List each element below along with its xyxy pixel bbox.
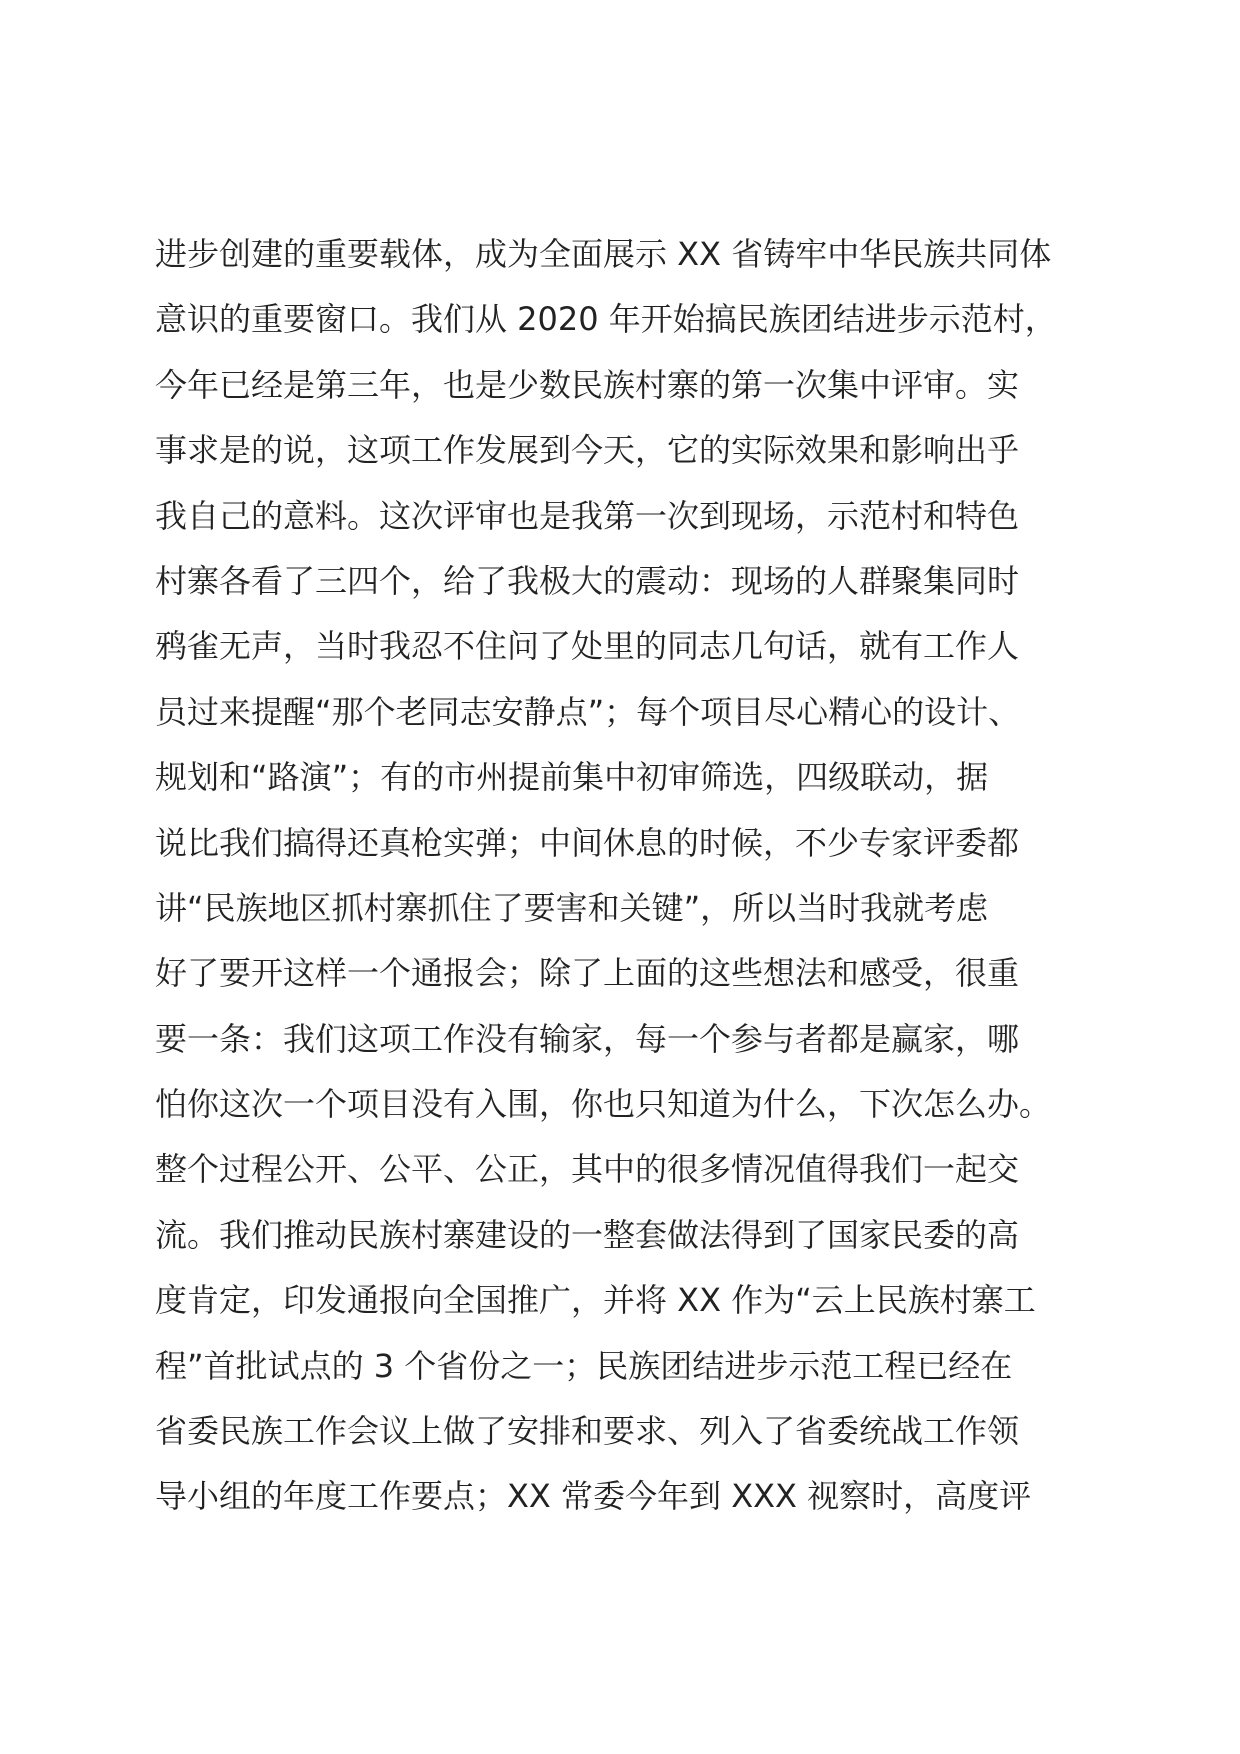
text-line: 规划和“路演”；有的市州提前集中初审筛选，四级联动，据 [155, 758, 989, 797]
text-line: 我自己的意料。这次评审也是我第一次到现场，示范村和特色 [155, 496, 1020, 535]
text-line: 讲“民族地区抓村寨抓住了要害和关键”，所以当时我就考虑 [155, 888, 989, 927]
text-line: 员过来提醒“那个老同志安静点”；每个项目尽心精心的设计、 [155, 692, 1021, 731]
text-line: 度肯定，印发通报向全国推广，并将 XX 作为“云上民族村寨工 [155, 1281, 1036, 1320]
text-line: 程”首批试点的 3 个省份之一；民族团结进步示范工程已经在 [155, 1346, 1013, 1385]
text-line: 村寨各看了三四个，给了我极大的震动：现场的人群聚集同时 [155, 561, 1020, 600]
text-line: 流。我们推动民族村寨建设的一整套做法得到了国家民委的高 [155, 1215, 1020, 1254]
text-line: 怕你这次一个项目没有入围，你也只知道为什么，下次怎么办。 [155, 1085, 1052, 1124]
text-line: 进步创建的重要载体，成为全面展示 XX 省铸牢中华民族共同体 [155, 235, 1052, 273]
body-paragraph [155, 222, 1095, 1530]
text-line: 要一条：我们这项工作没有输家，每一个参与者都是赢家，哪 [155, 1019, 1020, 1058]
text-line: 整个过程公开、公平、公正，其中的很多情况值得我们一起交 [155, 1150, 1020, 1189]
text-line: 说比我们搞得还真枪实弹；中间休息的时候，不少专家评委都 [155, 823, 1020, 862]
text-line: 事求是的说，这项工作发展到今天，它的实际效果和影响出乎 [155, 431, 1020, 470]
text-line: 好了要开这样一个通报会；除了上面的这些想法和感受，很重 [155, 954, 1020, 993]
text-line: 省委民族工作会议上做了安排和要求、列入了省委统战工作领 [155, 1412, 1020, 1451]
text-line: 鸦雀无声，当时我忍不住问了处里的同志几句话，就有工作人 [155, 627, 1020, 666]
text-line: 导小组的年度工作要点；XX 常委今年到 XXX 视察时，高度评 [155, 1477, 1032, 1516]
text-line: 今年已经是第三年，也是少数民族村寨的第一次集中评审。实 [155, 365, 1020, 404]
text-line: 意识的重要窗口。我们从 2020 年开始搞民族团结进步示范村， [155, 300, 1057, 339]
